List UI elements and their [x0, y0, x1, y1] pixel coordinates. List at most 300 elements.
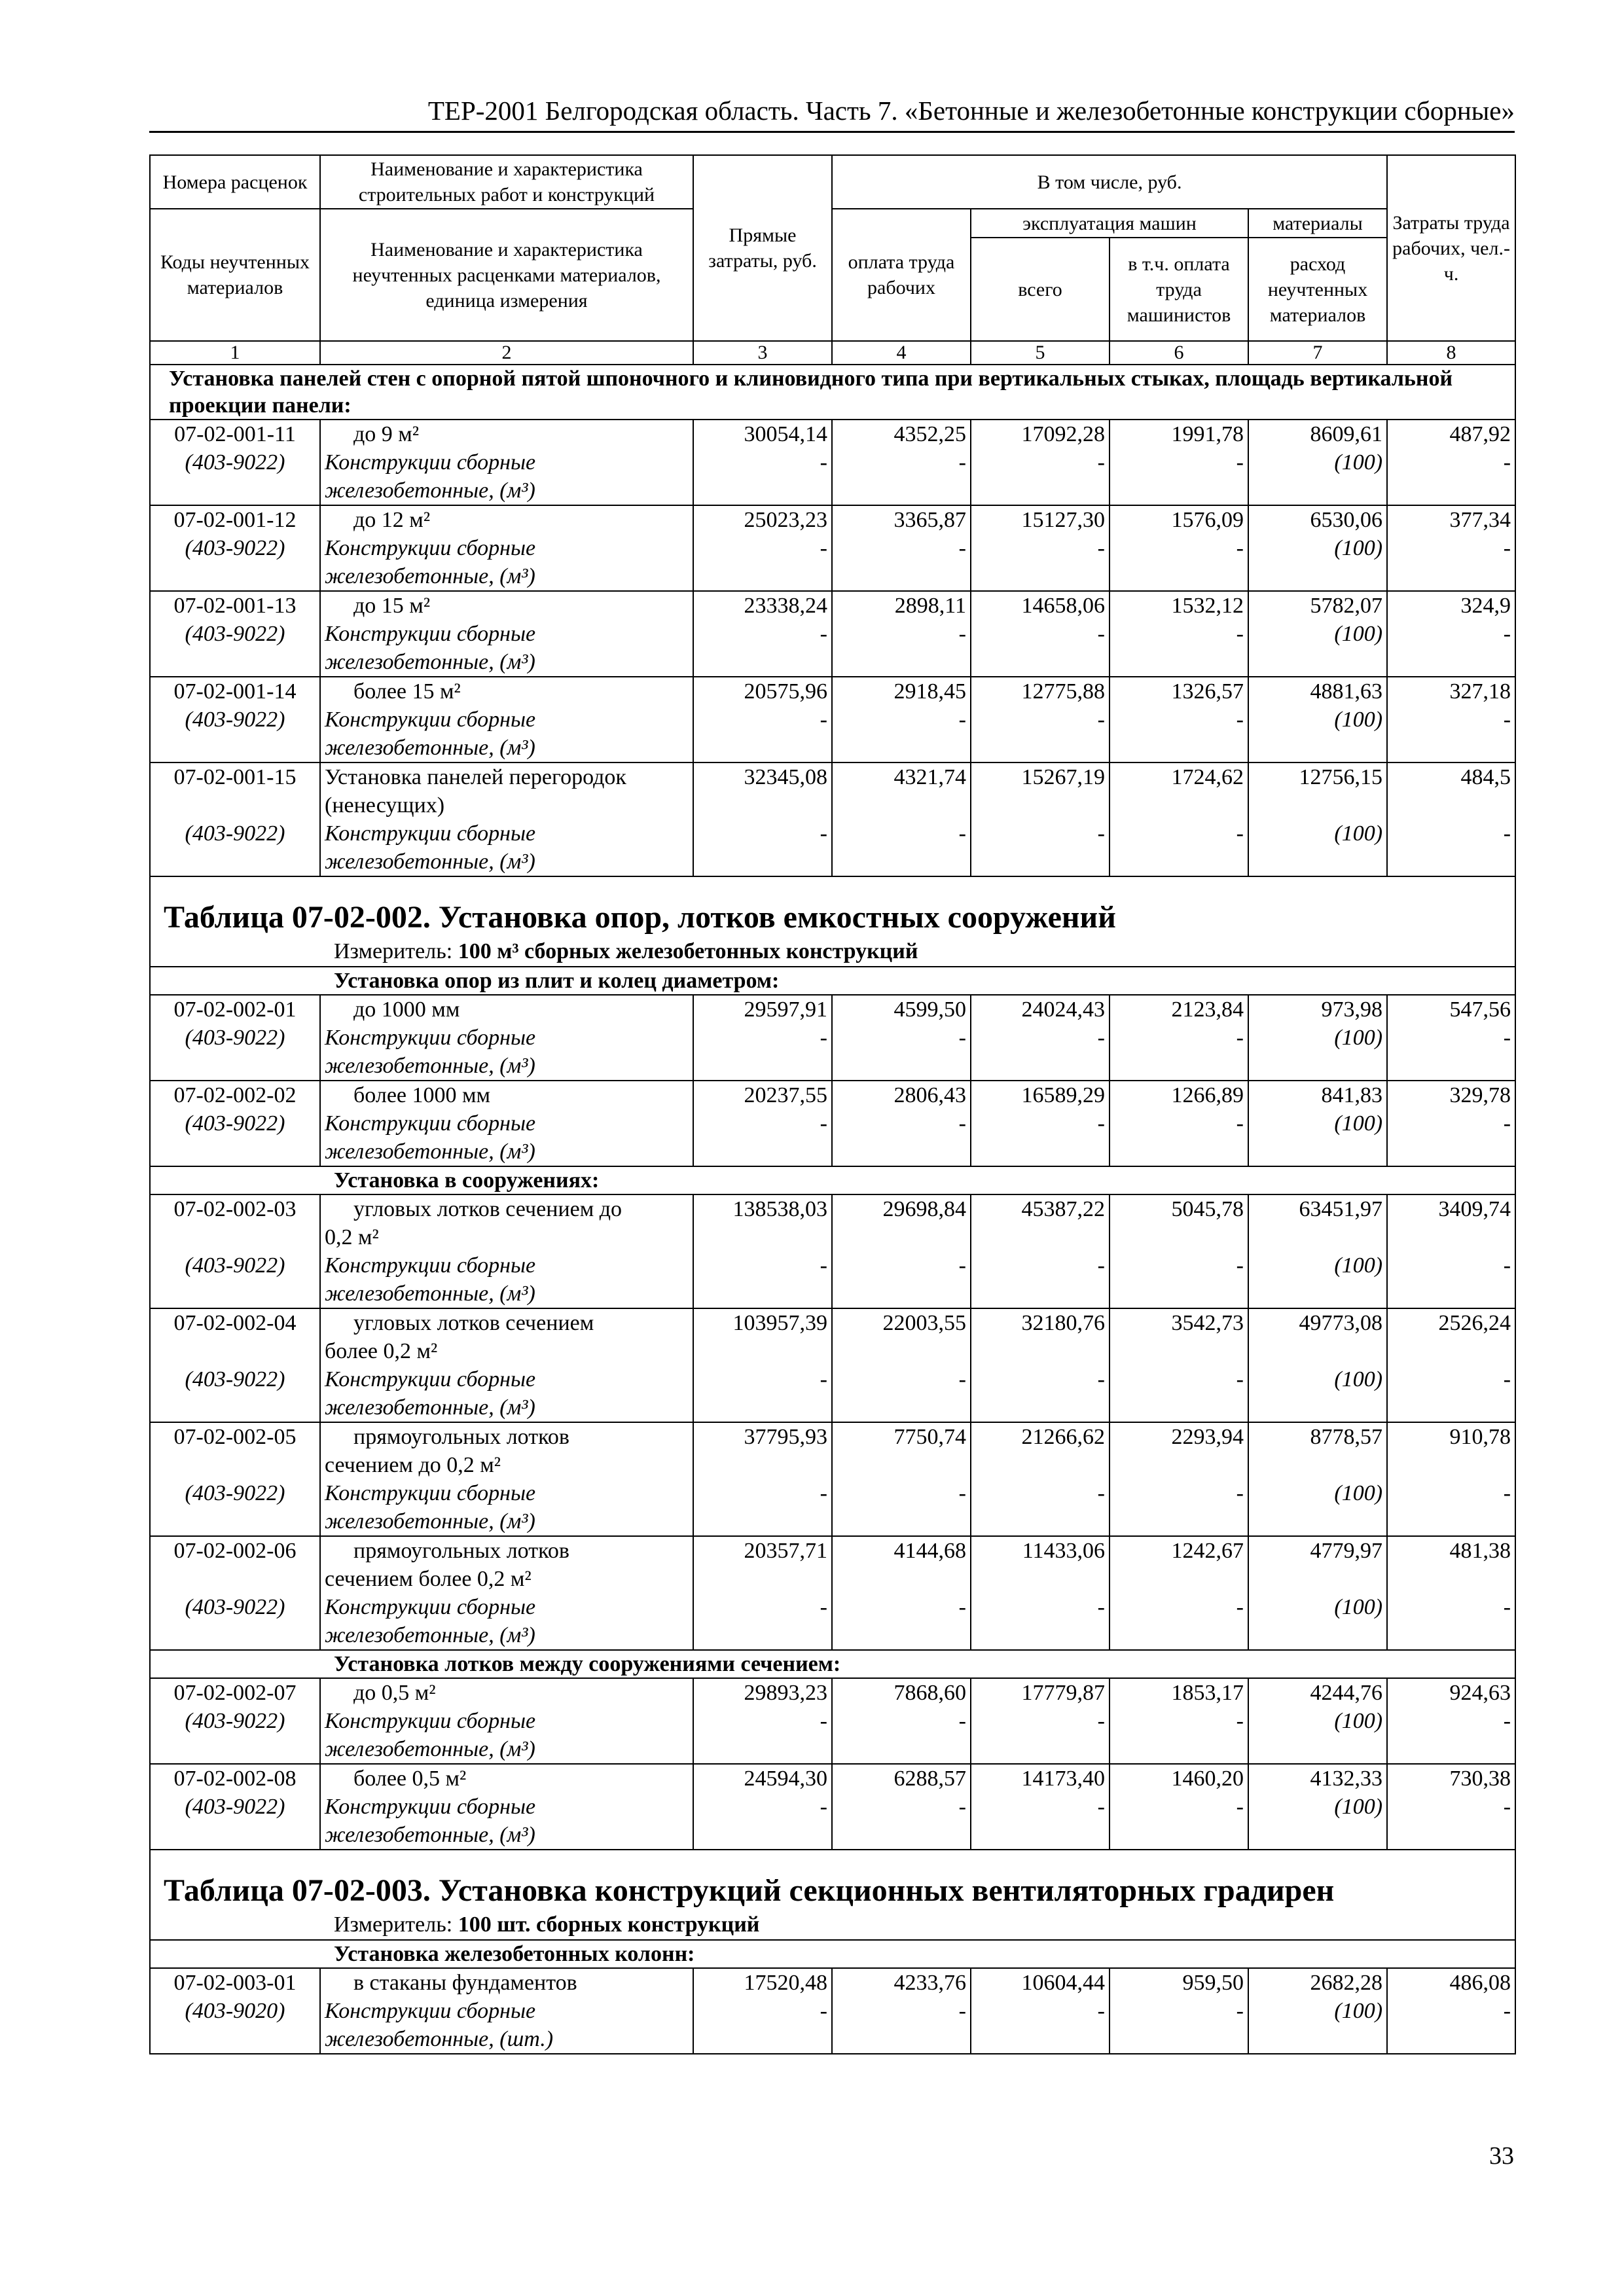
header-cell: расход неучтенных материалов	[1248, 238, 1387, 341]
table-row	[150, 995, 1515, 1081]
value-cell	[693, 591, 832, 677]
value-cell	[1110, 995, 1248, 1081]
value-cell	[693, 1194, 832, 1308]
value-c7: 4132,33	[1310, 1767, 1383, 1791]
value-cell	[1110, 1968, 1248, 2054]
value-c4: 22003,55	[882, 1311, 966, 1335]
material-qty: (100)	[1334, 1111, 1383, 1136]
name-cell	[320, 1308, 693, 1422]
value-cell	[971, 1194, 1110, 1308]
dash: -	[1503, 1026, 1511, 1050]
rate-code: 07-02-002-08	[173, 1767, 297, 1791]
value-cell	[1110, 1422, 1248, 1536]
header-cell: Прямые затраты, руб.	[693, 155, 832, 341]
value-c8: 924,63	[1449, 1681, 1511, 1705]
value-c3: 29597,91	[744, 997, 827, 1022]
material-code: (403-9022)	[185, 1595, 285, 1619]
section-header-row	[150, 1650, 1515, 1678]
code-cell	[150, 1968, 320, 2054]
dash: -	[958, 622, 966, 646]
material-name: Конструкции сборные	[325, 622, 536, 646]
name-cell	[320, 1764, 693, 1850]
value-c4: 6288,57	[893, 1767, 966, 1791]
table-row	[150, 1764, 1515, 1850]
material-code: (403-9020)	[185, 1999, 285, 2023]
value-c8: 487,92	[1449, 422, 1511, 446]
code-cell	[150, 1536, 320, 1650]
value-cell	[971, 1081, 1110, 1166]
value-cell	[693, 505, 832, 591]
value-c8: 377,34	[1449, 508, 1511, 532]
meter-row	[150, 937, 1515, 967]
value-cell	[971, 591, 1110, 677]
material-qty: (100)	[1334, 1795, 1383, 1819]
work-name-cont: 0,2 м²	[325, 1225, 379, 1249]
value-c3: 32345,08	[744, 765, 827, 789]
section-title: Установка в сооружениях:	[334, 1168, 600, 1193]
table-title-row	[150, 1850, 1515, 1910]
work-name: до 0,5 м²	[353, 1681, 436, 1705]
value-c3: 20575,96	[744, 679, 827, 704]
section-header-row	[150, 967, 1515, 995]
value-cell	[832, 1968, 971, 2054]
value-cell	[1387, 505, 1515, 591]
value-cell	[1110, 1536, 1248, 1650]
code-cell	[150, 1194, 320, 1308]
section-title: Установка панелей стен с опорной пятой шпоночного и клиновидного типа при вертикальных стыках, площадь вертикальной проекции панели:	[169, 367, 1453, 418]
value-cell	[971, 762, 1110, 876]
material-code: (403-9022)	[185, 1253, 285, 1278]
header-cell: всего	[971, 238, 1110, 341]
dash: -	[820, 1253, 827, 1278]
material-code: (403-9022)	[185, 1367, 285, 1391]
work-name-cont: более 0,2 м²	[325, 1339, 438, 1363]
value-c4: 7750,74	[893, 1425, 966, 1449]
value-cell	[832, 1194, 971, 1308]
dash: -	[820, 1595, 827, 1619]
dash: -	[1097, 1367, 1105, 1391]
value-c6: 5045,78	[1171, 1197, 1244, 1221]
value-c5: 10604,44	[1021, 1971, 1105, 1995]
material-qty: (100)	[1334, 1026, 1383, 1050]
value-c8: 327,18	[1449, 679, 1511, 704]
dash: -	[1097, 1795, 1105, 1819]
value-c6: 1724,62	[1171, 765, 1244, 789]
value-cell	[1248, 995, 1387, 1081]
value-c6: 1532,12	[1171, 594, 1244, 618]
dash: -	[1503, 450, 1511, 475]
code-cell	[150, 1764, 320, 1850]
value-cell	[693, 1422, 832, 1536]
value-cell	[971, 1678, 1110, 1764]
material-name: Конструкции сборные	[325, 1999, 536, 2023]
name-cell	[320, 1422, 693, 1536]
dash: -	[820, 1795, 827, 1819]
dash: -	[1236, 1111, 1244, 1136]
value-c6: 1576,09	[1171, 508, 1244, 532]
dash: -	[958, 1999, 966, 2023]
material-code: (403-9022)	[185, 622, 285, 646]
value-c7: 841,83	[1321, 1083, 1383, 1107]
work-name-cont: (ненесущих)	[325, 793, 445, 817]
value-c7: 2682,28	[1310, 1971, 1383, 1995]
rate-code: 07-02-003-01	[173, 1971, 297, 1995]
material-name: Конструкции сборные	[325, 708, 536, 732]
dash: -	[1236, 1481, 1244, 1505]
value-c7: 8609,61	[1310, 422, 1383, 446]
meter-label: Измеритель:	[334, 1912, 453, 1937]
value-cell	[1387, 1536, 1515, 1650]
value-cell	[832, 762, 971, 876]
column-number: 8	[1387, 341, 1515, 365]
value-c6: 1266,89	[1171, 1083, 1244, 1107]
value-cell	[1248, 762, 1387, 876]
material-name: Конструкции сборные	[325, 1253, 536, 1278]
code-cell	[150, 505, 320, 591]
material-name: Конструкции сборные	[325, 1111, 536, 1136]
name-cell	[320, 591, 693, 677]
header-cell: Затраты труда рабочих, чел.-ч.	[1387, 155, 1515, 341]
value-c4: 2898,11	[894, 594, 966, 618]
dash: -	[820, 450, 827, 475]
value-cell	[1387, 1678, 1515, 1764]
dash: -	[1503, 1595, 1511, 1619]
column-number: 3	[693, 341, 832, 365]
section-header-row	[150, 1166, 1515, 1194]
value-c8: 486,08	[1449, 1971, 1511, 1995]
value-c7: 8778,57	[1310, 1425, 1383, 1449]
code-cell	[150, 1678, 320, 1764]
dash: -	[1236, 450, 1244, 475]
dash: -	[1236, 622, 1244, 646]
value-c7: 12756,15	[1299, 765, 1383, 789]
dash: -	[958, 1795, 966, 1819]
work-name: угловых лотков сечением до	[353, 1197, 623, 1221]
dash: -	[1236, 1709, 1244, 1733]
material-name: Конструкции сборные	[325, 1795, 536, 1819]
value-cell	[693, 677, 832, 762]
meter-value: 100 шт. сборных конструкций	[458, 1912, 760, 1937]
name-cell	[320, 1081, 693, 1166]
code-cell	[150, 677, 320, 762]
work-name: прямоугольных лотков	[353, 1425, 569, 1449]
code-cell	[150, 1422, 320, 1536]
dash: -	[1236, 1026, 1244, 1050]
value-cell	[1248, 1422, 1387, 1536]
value-c3: 138538,03	[732, 1197, 827, 1221]
rate-code: 07-02-002-03	[173, 1197, 297, 1221]
value-c5: 14173,40	[1021, 1767, 1105, 1791]
column-number: 5	[971, 341, 1110, 365]
table-row	[150, 505, 1515, 591]
value-c7: 973,98	[1321, 997, 1383, 1022]
dash: -	[1503, 1253, 1511, 1278]
work-name-cont: сечением до 0,2 м²	[325, 1453, 501, 1477]
value-cell	[1110, 591, 1248, 677]
material-unit: железобетонные, (м³)	[325, 1395, 535, 1420]
value-cell	[971, 1536, 1110, 1650]
dash: -	[1503, 708, 1511, 732]
material-qty: (100)	[1334, 821, 1383, 846]
material-code: (403-9022)	[185, 821, 285, 846]
material-unit: железобетонные, (м³)	[325, 478, 535, 503]
rate-code: 07-02-001-14	[173, 679, 297, 704]
value-c5: 15267,19	[1021, 765, 1105, 789]
meter-row	[150, 1910, 1515, 1940]
dash: -	[820, 1026, 827, 1050]
material-code: (403-9022)	[185, 708, 285, 732]
dash: -	[820, 1481, 827, 1505]
dash: -	[1097, 450, 1105, 475]
material-code: (403-9022)	[185, 1481, 285, 1505]
header-cell: материалы	[1248, 209, 1387, 238]
table-row	[150, 1308, 1515, 1422]
value-cell	[693, 420, 832, 505]
column-number: 4	[832, 341, 971, 365]
header-cell: Наименование и характеристика неучтенных расценками материалов, единица измерения	[320, 209, 693, 341]
value-c3: 23338,24	[744, 594, 827, 618]
table-row	[150, 1081, 1515, 1166]
code-cell	[150, 420, 320, 505]
value-cell	[1248, 1081, 1387, 1166]
dash: -	[1503, 1709, 1511, 1733]
header-cell: Наименование и характеристика строительных работ и конструкций	[320, 155, 693, 209]
dash: -	[1503, 1999, 1511, 2023]
value-c8: 329,78	[1449, 1083, 1511, 1107]
value-c3: 20357,71	[744, 1539, 827, 1563]
price-table	[149, 154, 1516, 2054]
section-title: Установка опор из плит и колец диаметром:	[334, 969, 780, 993]
table-row	[150, 420, 1515, 505]
dash: -	[1503, 1111, 1511, 1136]
dash: -	[1097, 1111, 1105, 1136]
dash: -	[1503, 1795, 1511, 1819]
value-cell	[1387, 1764, 1515, 1850]
value-cell	[1387, 1194, 1515, 1308]
material-qty: (100)	[1334, 1709, 1383, 1733]
dash: -	[958, 1026, 966, 1050]
code-cell	[150, 1308, 320, 1422]
value-c8: 324,9	[1460, 594, 1511, 618]
section-title: Установка железобетонных колонн:	[334, 1942, 695, 1966]
material-qty: (100)	[1334, 1595, 1383, 1619]
material-code: (403-9022)	[185, 1111, 285, 1136]
meter-value: 100 м³ сборных железобетонных конструкций	[458, 939, 918, 963]
value-cell	[1387, 762, 1515, 876]
table-title: Таблица 07-02-003. Установка конструкций секционных вентиляторных градирен	[164, 1873, 1335, 1908]
value-c5: 17092,28	[1021, 422, 1105, 446]
rate-code: 07-02-002-06	[173, 1539, 297, 1563]
value-cell	[832, 1308, 971, 1422]
value-cell	[832, 1678, 971, 1764]
dash: -	[820, 708, 827, 732]
value-cell	[1248, 1308, 1387, 1422]
value-cell	[1248, 677, 1387, 762]
dash: -	[1097, 622, 1105, 646]
header-cell: Номера расценок	[150, 155, 320, 209]
value-cell	[1110, 505, 1248, 591]
work-name: до 1000 мм	[353, 997, 460, 1022]
value-c4: 2806,43	[893, 1083, 966, 1107]
value-cell	[1110, 420, 1248, 505]
dash: -	[820, 622, 827, 646]
dash: -	[1097, 708, 1105, 732]
dash: -	[958, 1709, 966, 1733]
work-name: более 15 м²	[353, 679, 461, 704]
value-c5: 45387,22	[1021, 1197, 1105, 1221]
value-c4: 4352,25	[893, 422, 966, 446]
material-qty: (100)	[1334, 708, 1383, 732]
dash: -	[1503, 1481, 1511, 1505]
value-cell	[1248, 1536, 1387, 1650]
dash: -	[958, 1595, 966, 1619]
value-cell	[693, 1081, 832, 1166]
value-cell	[1387, 420, 1515, 505]
value-c6: 1242,67	[1171, 1539, 1244, 1563]
value-cell	[1110, 1081, 1248, 1166]
table-row	[150, 1536, 1515, 1650]
name-cell	[320, 1194, 693, 1308]
header-cell: эксплуатация машин	[971, 209, 1248, 238]
work-name: угловых лотков сечением	[353, 1311, 594, 1335]
value-cell	[1110, 1764, 1248, 1850]
dash: -	[958, 821, 966, 846]
material-code: (403-9022)	[185, 1026, 285, 1050]
dash: -	[1097, 821, 1105, 846]
value-c8: 3409,74	[1438, 1197, 1511, 1221]
work-name: более 0,5 м²	[353, 1767, 467, 1791]
dash: -	[820, 821, 827, 846]
value-c4: 4599,50	[893, 997, 966, 1022]
dash: -	[1236, 821, 1244, 846]
value-c4: 2918,45	[893, 679, 966, 704]
value-c3: 103957,39	[732, 1311, 827, 1335]
running-header: ТЕР-2001 Белгородская область. Часть 7. «Бетонные и железобетонные конструкции сборные»	[149, 92, 1515, 133]
table-row	[150, 677, 1515, 762]
dash: -	[820, 1111, 827, 1136]
dash: -	[1097, 1595, 1105, 1619]
column-number: 2	[320, 341, 693, 365]
section-title: Установка лотков между сооружениями сечением:	[334, 1652, 841, 1676]
column-number: 7	[1248, 341, 1387, 365]
value-c3: 37795,93	[744, 1425, 827, 1449]
dash: -	[1503, 622, 1511, 646]
value-c5: 14658,06	[1021, 594, 1105, 618]
dash: -	[1236, 1795, 1244, 1819]
name-cell	[320, 762, 693, 876]
rate-code: 07-02-002-04	[173, 1311, 297, 1335]
value-cell	[693, 762, 832, 876]
value-cell	[1387, 1308, 1515, 1422]
table-row	[150, 1968, 1515, 2054]
value-c4: 3365,87	[893, 508, 966, 532]
dash: -	[1097, 1253, 1105, 1278]
material-qty: (100)	[1334, 1253, 1383, 1278]
material-qty: (100)	[1334, 1367, 1383, 1391]
rate-code: 07-02-001-13	[173, 594, 297, 618]
material-name: Конструкции сборные	[325, 1367, 536, 1391]
dash: -	[958, 1481, 966, 1505]
value-c5: 11433,06	[1022, 1539, 1105, 1563]
value-cell	[1387, 677, 1515, 762]
dash: -	[1236, 1253, 1244, 1278]
value-c3: 25023,23	[744, 508, 827, 532]
value-cell	[971, 1968, 1110, 2054]
value-c6: 2123,84	[1171, 997, 1244, 1022]
value-cell	[1110, 1678, 1248, 1764]
value-cell	[1110, 1194, 1248, 1308]
dash: -	[958, 1253, 966, 1278]
value-c7: 4881,63	[1310, 679, 1383, 704]
value-c5: 15127,30	[1021, 508, 1105, 532]
value-cell	[1387, 591, 1515, 677]
rate-code: 07-02-001-15	[173, 765, 297, 789]
material-name: Конструкции сборные	[325, 536, 536, 560]
value-cell	[1110, 677, 1248, 762]
material-unit: железобетонные, (шт.)	[325, 2027, 554, 2051]
name-cell	[320, 505, 693, 591]
value-c3: 30054,14	[744, 422, 827, 446]
work-name: прямоугольных лотков	[353, 1539, 569, 1563]
value-c7: 5782,07	[1310, 594, 1383, 618]
material-name: Конструкции сборные	[325, 821, 536, 846]
material-unit: железобетонные, (м³)	[325, 1054, 535, 1078]
material-unit: железобетонные, (м³)	[325, 650, 535, 674]
dash: -	[958, 450, 966, 475]
dash: -	[1097, 1026, 1105, 1050]
dash: -	[1503, 1367, 1511, 1391]
code-cell	[150, 762, 320, 876]
value-c5: 21266,62	[1021, 1425, 1105, 1449]
material-unit: железобетонные, (м³)	[325, 1823, 535, 1847]
dash: -	[1097, 1481, 1105, 1505]
value-c5: 17779,87	[1021, 1681, 1105, 1705]
value-cell	[971, 1764, 1110, 1850]
dash: -	[1097, 536, 1105, 560]
value-c8: 547,56	[1449, 997, 1511, 1022]
material-name: Конструкции сборные	[325, 1481, 536, 1505]
table-row	[150, 762, 1515, 876]
material-qty: (100)	[1334, 1481, 1383, 1505]
value-c6: 1326,57	[1171, 679, 1244, 704]
value-cell	[971, 420, 1110, 505]
dash: -	[1236, 1999, 1244, 2023]
table-row	[150, 591, 1515, 677]
value-cell	[1248, 591, 1387, 677]
work-name: до 15 м²	[353, 594, 431, 618]
work-name: до 9 м²	[353, 422, 420, 446]
value-cell	[1248, 1764, 1387, 1850]
work-name: в стаканы фундаментов	[353, 1971, 577, 1995]
value-c8: 2526,24	[1438, 1311, 1511, 1335]
header-cell: оплата труда рабочих	[832, 209, 971, 341]
material-unit: железобетонные, (м³)	[325, 736, 535, 760]
value-c6: 1991,78	[1171, 422, 1244, 446]
table-row	[150, 1194, 1515, 1308]
value-cell	[693, 1308, 832, 1422]
value-c3: 29893,23	[744, 1681, 827, 1705]
material-unit: железобетонные, (м³)	[325, 1139, 535, 1164]
work-name-cont: сечением более 0,2 м²	[325, 1567, 532, 1591]
page-number: 33	[1489, 2142, 1514, 2170]
value-cell	[1248, 420, 1387, 505]
value-c6: 2293,94	[1171, 1425, 1244, 1449]
header-cell: В том числе, руб.	[832, 155, 1387, 209]
rate-code: 07-02-002-07	[173, 1681, 297, 1705]
value-c4: 29698,84	[882, 1197, 966, 1221]
value-cell	[693, 1968, 832, 2054]
material-code: (403-9022)	[185, 1709, 285, 1733]
